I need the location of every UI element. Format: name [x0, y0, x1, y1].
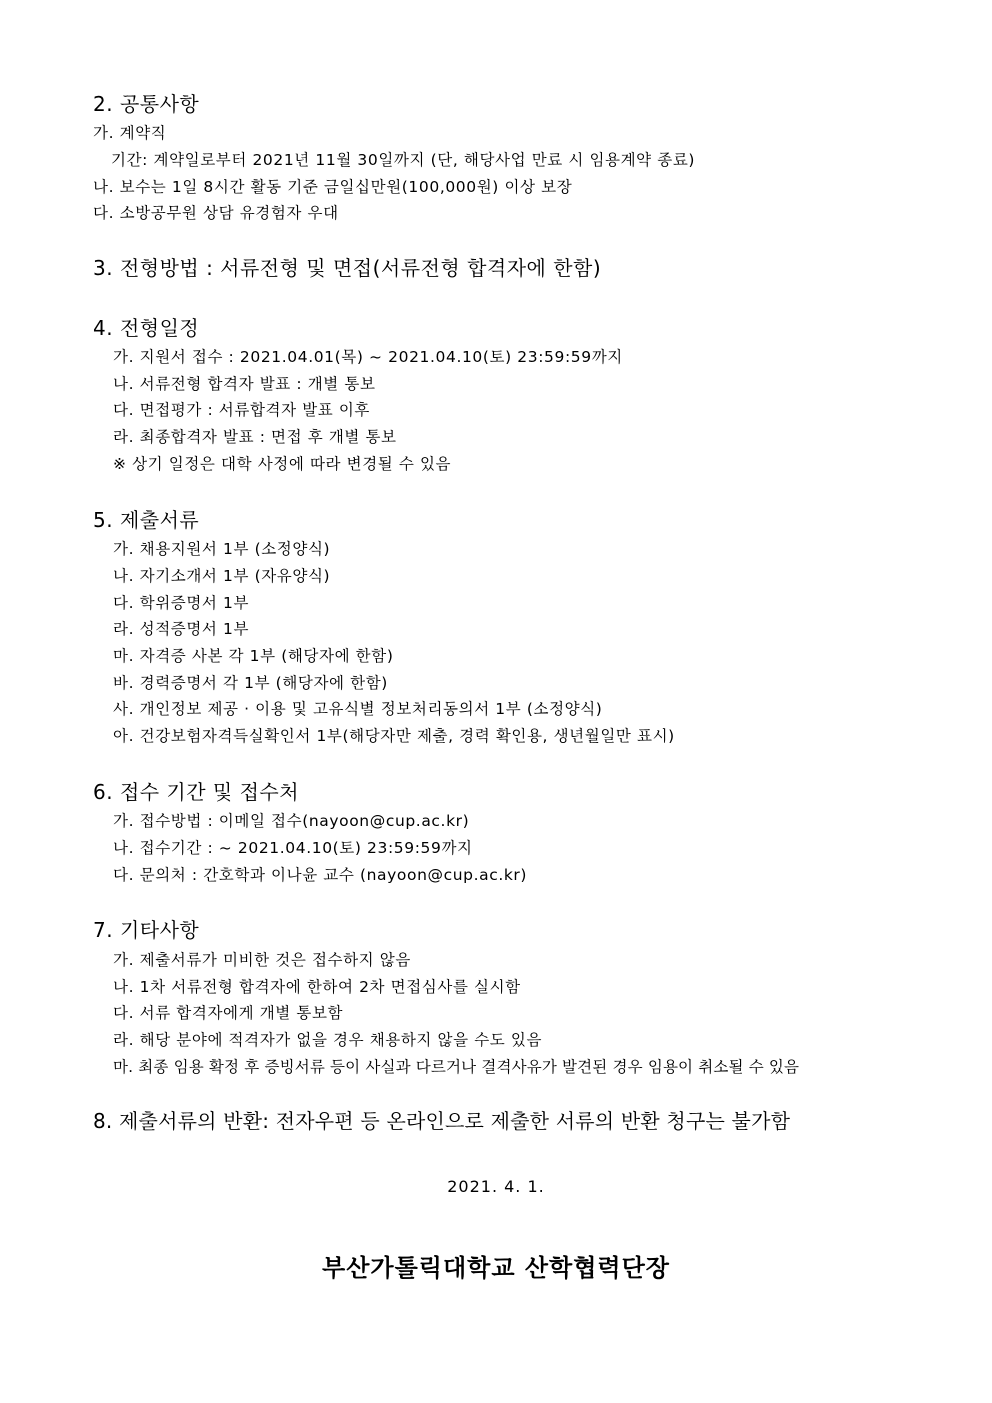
section-7-item: 다. 서류 합격자에게 개별 통보함: [113, 1004, 344, 1022]
section-7-item: 나. 1차 서류전형 합격자에 한하여 2차 면접심사를 실시함: [113, 978, 521, 996]
section-5-item: 나. 자기소개서 1부 (자유양식): [113, 567, 331, 585]
section-6-item: 가. 접수방법 : 이메일 접수(nayoon@cup.ac.kr): [113, 812, 470, 830]
section-5-item: 바. 경력증명서 각 1부 (해당자에 한함): [113, 674, 388, 692]
section-4-item: 나. 서류전형 합격자 발표 : 개별 통보: [113, 375, 376, 393]
section-5-item: 사. 개인정보 제공 · 이용 및 고유식별 정보처리동의서 1부 (소정양식): [113, 700, 603, 718]
section-4-note: ※ 상기 일정은 대학 사정에 따라 변경될 수 있음: [113, 455, 452, 473]
section-3-heading: 3. 전형방법 : 서류전형 및 면접(서류전형 합격자에 한함): [93, 256, 602, 280]
section-7-item: 마. 최종 임용 확정 후 증빙서류 등이 사실과 다르거나 결격사유가 발견된 경우 임용이 취소될 수 있음: [113, 1058, 800, 1076]
document-date: 2021. 4. 1.: [447, 1177, 545, 1196]
section-4-item: 가. 지원서 접수 : 2021.04.01(목) ~ 2021.04.10(토) 23:59:59까지: [113, 348, 623, 366]
section-4-heading: 4. 전형일정: [93, 316, 200, 340]
section-5-item: 마. 자격증 사본 각 1부 (해당자에 한함): [113, 647, 394, 665]
section-7-item: 라. 해당 분야에 적격자가 없을 경우 채용하지 않을 수도 있음: [113, 1031, 543, 1049]
section-7-heading: 7. 기타사항: [93, 918, 200, 942]
section-5-item: 다. 학위증명서 1부: [113, 594, 250, 612]
section-2-item-a: 가. 계약직: [93, 124, 167, 142]
section-5-item: 가. 채용지원서 1부 (소정양식): [113, 540, 331, 558]
section-2-item-b: 나. 보수는 1일 8시간 활동 기준 금일십만원(100,000원) 이상 보장: [93, 178, 573, 196]
section-6-item: 다. 문의처 : 간호학과 이나윤 교수 (nayoon@cup.ac.kr): [113, 866, 528, 884]
section-6-item: 나. 접수기간 : ~ 2021.04.10(토) 23:59:59까지: [113, 839, 473, 857]
section-5-item: 아. 건강보험자격득실확인서 1부(해당자만 제출, 경력 확인용, 생년월일만 표시): [113, 727, 675, 745]
section-2-item-c: 다. 소방공무원 상담 유경험자 우대: [93, 204, 339, 222]
section-5-heading: 5. 제출서류: [93, 508, 200, 532]
section-5-item: 라. 성적증명서 1부: [113, 620, 250, 638]
section-6-heading: 6. 접수 기간 및 접수처: [93, 780, 300, 804]
section-8-heading: 8. 제출서류의 반환: 전자우편 등 온라인으로 제출한 서류의 반환 청구는 불가함: [93, 1109, 791, 1133]
section-4-item: 다. 면접평가 : 서류합격자 발표 이후: [113, 401, 371, 419]
issuer-signature: 부산가톨릭대학교 산학협력단장: [322, 1254, 670, 1282]
section-7-item: 가. 제출서류가 미비한 것은 접수하지 않음: [113, 951, 411, 969]
section-2-contract-period: 기간: 계약일로부터 2021년 11월 30일까지 (단, 해당사업 만료 시 임용계약 종료): [111, 151, 696, 169]
section-4-item: 라. 최종합격자 발표 : 면접 후 개별 통보: [113, 428, 397, 446]
section-2-heading: 2. 공통사항: [93, 92, 200, 116]
